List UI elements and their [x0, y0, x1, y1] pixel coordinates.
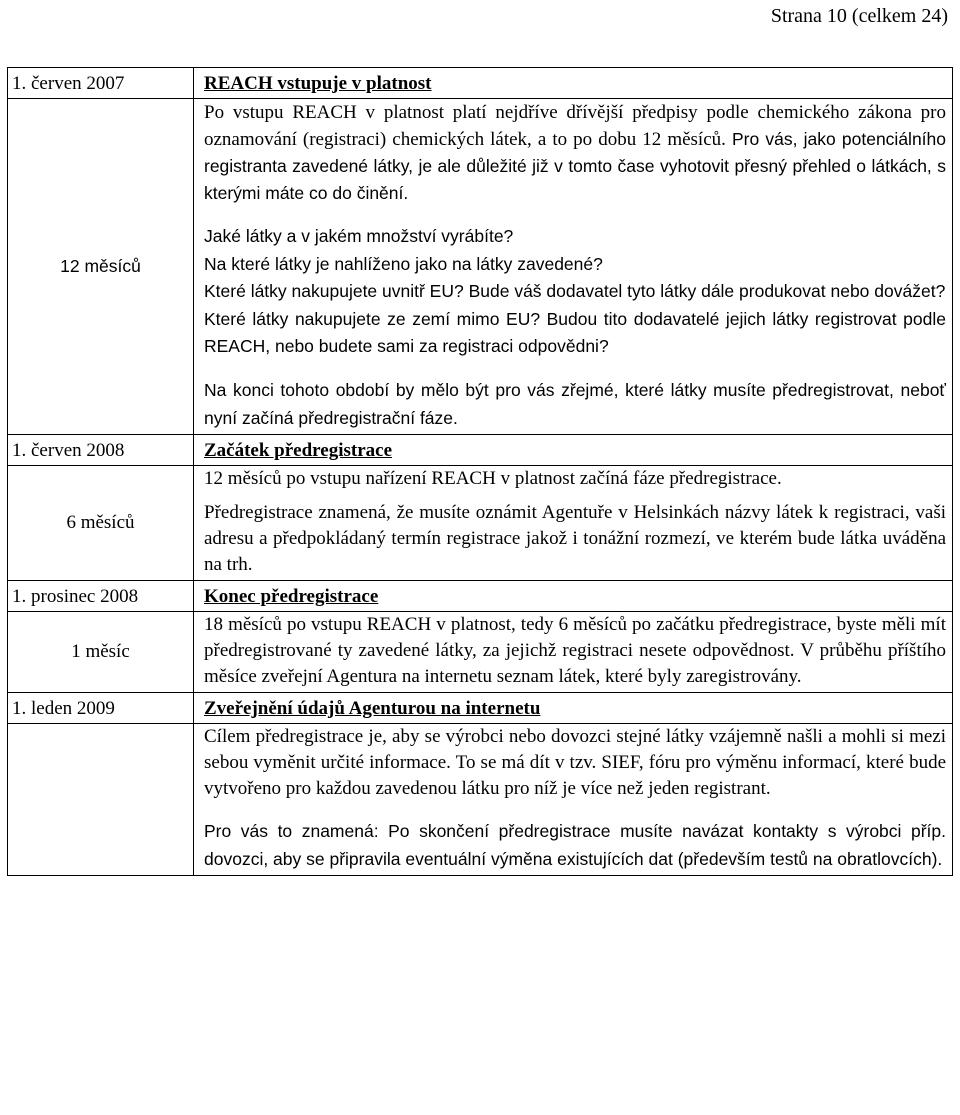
question-2: Na které látky je nahlíženo jako na látky zavedené? — [204, 253, 603, 274]
section-date: 1. červen 2008 — [8, 435, 194, 466]
question-3: Které látky nakupujete uvnitř EU? Bude váš dodavatel tyto látky dále produkovat nebo dovážet? — [204, 281, 946, 302]
paragraph: 12 měsíců po vstupu nařízení REACH v platnost začíná fáze předregistrace. — [204, 468, 782, 490]
section-heading: Začátek předregistrace — [194, 435, 953, 466]
spacer — [204, 802, 946, 818]
intro-text: Po vstupu REACH v platnost platí nejdříve dřívější předpisy podle chemického zákona pro oznamování (registraci) chemických látek, a to po dobu 12 měsíců. — [204, 102, 946, 150]
paragraph: Předregistrace znamená, že musíte oznámit Agentuře v Helsinkách názvy látek k registraci, vaši adresu a předpokládaný termín registrace jakož i tonážní rozmezí, ve kterém bude látka uváděna na trh. — [204, 502, 946, 576]
section-1-body-row — [8, 99, 953, 435]
paragraph: Cílem předregistrace je, aby se výrobci nebo dovozci stejné látky vzájemně našli a mohli si mezi sebou vyměnit určité informace. To se má dít v tzv. SIEF, fóru pro výměnu informací, které bude vytvořeno pro každou zavedenou látku pro níž je více než jeden registrant. — [204, 726, 946, 800]
question-1: Jaké látky a v jakém množství vyrábíte? — [204, 226, 514, 246]
section-duration — [8, 99, 194, 435]
section-4-body-row — [8, 724, 953, 876]
section-3-body-row — [8, 612, 953, 693]
section-3-header-row — [8, 581, 953, 612]
reach-timeline-table — [7, 67, 953, 876]
section-body — [194, 99, 953, 435]
section-date: 1. prosinec 2008 — [8, 581, 194, 612]
section-4-header-row — [8, 693, 953, 724]
duration-label: 12 měsíců — [60, 256, 141, 277]
paragraph: Pro vás to znamená: Po skončení předregistrace musíte navázat kontakty s výrobci příp. dovozci, aby se připravila eventuální výměna existujících dat (především testů na obratlovcích). — [204, 821, 946, 869]
section-2-body-row — [8, 466, 953, 581]
section-2-header-row — [8, 435, 953, 466]
section-date: 1. leden 2009 — [8, 693, 194, 724]
section-1-header-row — [8, 68, 953, 99]
spacer — [204, 207, 946, 223]
conclusion-paragraph: Na konci tohoto období by mělo být pro vás zřejmé, které látky musíte předregistrovat, neboť nyní začíná předregistrační fáze. — [204, 379, 946, 428]
question-4: Které látky nakupujete ze zemí mimo EU? Budou tito dodavatelé jejich látky registrovat podle REACH, nebo budete sami za registraci odpovědni? — [204, 308, 946, 357]
section-date: 1. červen 2007 — [8, 68, 194, 99]
section-body — [194, 724, 953, 876]
section-heading: REACH vstupuje v platnost — [194, 68, 953, 99]
paragraph: 18 měsíců po vstupu REACH v platnost, tedy 6 měsíců po začátku předregistrace, byste měli mít předregistrované ty zavedené látky, za jejichž registraci nesete odpovědnost. V průběhu příštího měsíce zveřejní Agentura na internetu seznam látek, které byly zaregistrovány. — [204, 614, 946, 688]
section-body — [194, 612, 953, 693]
section-body — [194, 466, 953, 581]
section-heading: Zveřejnění údajů Agenturou na internetu — [194, 693, 953, 724]
section-heading: Konec předregistrace — [194, 581, 953, 612]
intro-paragraph — [204, 99, 946, 207]
intro-continuation: Pro vás, jako potenciálního registranta zavedené látky, je ale důležité již v tomto čase vyhotovit přesný přehled o látkách, s kterými máte co do činění. — [204, 129, 946, 203]
spacer — [204, 361, 946, 377]
section-duration: 6 měsíců — [8, 466, 194, 581]
section-duration: 1 měsíc — [8, 612, 194, 693]
spacer — [204, 492, 946, 500]
page-number: Strana 10 (celkem 24) — [770, 5, 948, 27]
section-duration — [8, 724, 194, 876]
